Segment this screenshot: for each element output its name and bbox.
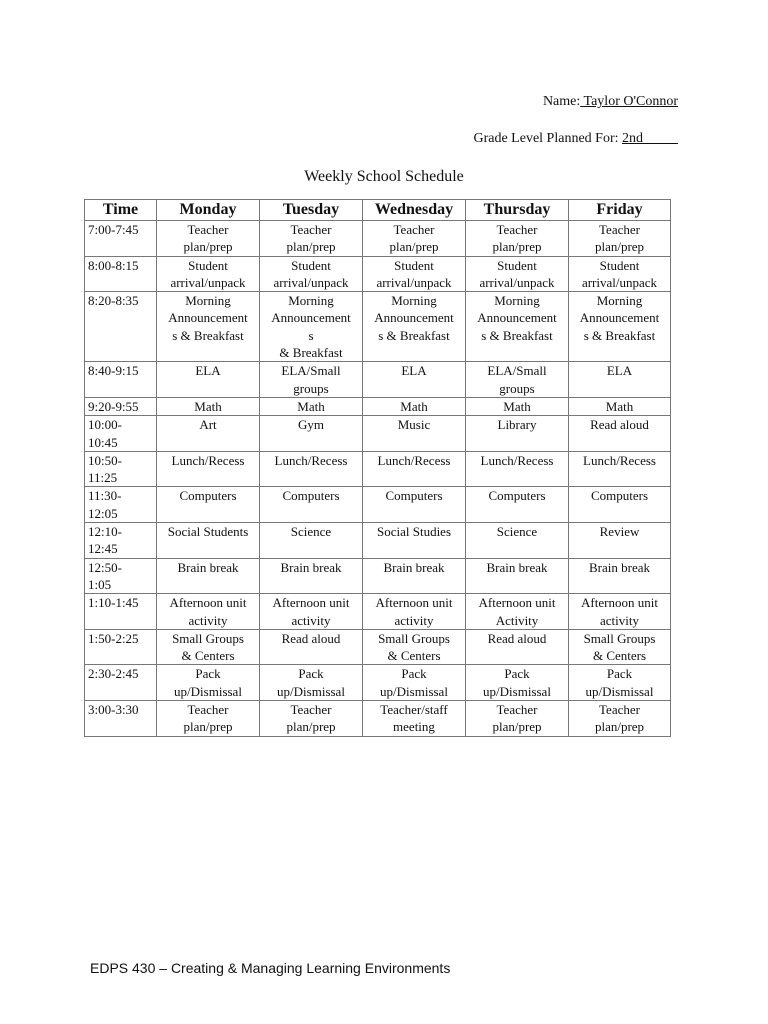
name-value: Taylor O'Connor (580, 94, 678, 109)
activity-cell: Lunch/Recess (363, 451, 466, 487)
activity-cell: Morning Announcement s & Breakfast (569, 292, 671, 362)
time-cell: 2:30-2:45 (85, 665, 157, 701)
activity-cell: Social Students (157, 523, 260, 559)
activity-cell: Gym (260, 416, 363, 452)
table-header-row (85, 200, 671, 221)
time-cell: 1:10-1:45 (85, 594, 157, 630)
activity-cell: Morning Announcement s & Breakfast (363, 292, 466, 362)
time-cell: 11:30- 12:05 (85, 487, 157, 523)
activity-cell: ELA/Small groups (260, 362, 363, 398)
table-row (85, 487, 671, 523)
time-cell: 8:00-8:15 (85, 256, 157, 292)
activity-cell: Read aloud (466, 629, 569, 665)
time-cell: 10:00- 10:45 (85, 416, 157, 452)
activity-cell: ELA/Small groups (466, 362, 569, 398)
activity-cell: Read aloud (260, 629, 363, 665)
activity-cell: Teacher plan/prep (569, 221, 671, 257)
activity-cell: Social Studies (363, 523, 466, 559)
time-cell: 1:50-2:25 (85, 629, 157, 665)
activity-cell: Teacher plan/prep (569, 701, 671, 737)
activity-cell: Pack up/Dismissal (569, 665, 671, 701)
activity-cell: Brain break (569, 558, 671, 594)
activity-cell: Lunch/Recess (157, 451, 260, 487)
activity-cell: Lunch/Recess (466, 451, 569, 487)
activity-cell: Lunch/Recess (569, 451, 671, 487)
table-body (85, 221, 671, 737)
grade-label: Grade Level Planned For: (473, 131, 619, 146)
weekly-schedule-table (84, 199, 671, 737)
activity-cell: Science (260, 523, 363, 559)
activity-cell: Art (157, 416, 260, 452)
activity-cell: ELA (569, 362, 671, 398)
activity-cell: Pack up/Dismissal (157, 665, 260, 701)
table-row (85, 256, 671, 292)
activity-cell: Small Groups & Centers (157, 629, 260, 665)
table-row (85, 451, 671, 487)
activity-cell: Math (260, 397, 363, 415)
table-row (85, 558, 671, 594)
activity-cell: Student arrival/unpack (260, 256, 363, 292)
document-title: Weekly School Schedule (304, 168, 464, 185)
activity-cell: Afternoon unit activity (363, 594, 466, 630)
activity-cell: Pack up/Dismissal (260, 665, 363, 701)
table-row (85, 416, 671, 452)
time-cell: 12:10- 12:45 (85, 523, 157, 559)
activity-cell: Teacher plan/prep (260, 701, 363, 737)
activity-cell: Pack up/Dismissal (363, 665, 466, 701)
activity-cell: Teacher plan/prep (260, 221, 363, 257)
activity-cell: Teacher/staff meeting (363, 701, 466, 737)
activity-cell: Math (466, 397, 569, 415)
table-row (85, 221, 671, 257)
activity-cell: Student arrival/unpack (466, 256, 569, 292)
table-row (85, 629, 671, 665)
activity-cell: Student arrival/unpack (157, 256, 260, 292)
column-header-wednesday: Wednesday (363, 200, 466, 221)
time-cell: 8:20-8:35 (85, 292, 157, 362)
time-cell: 7:00-7:45 (85, 221, 157, 257)
activity-cell: Math (363, 397, 466, 415)
table-row (85, 701, 671, 737)
grade-level-line (473, 131, 678, 147)
table-row (85, 665, 671, 701)
time-cell: 10:50- 11:25 (85, 451, 157, 487)
activity-cell: Brain break (260, 558, 363, 594)
column-header-thursday: Thursday (466, 200, 569, 221)
column-header-monday: Monday (157, 200, 260, 221)
activity-cell: Teacher plan/prep (157, 221, 260, 257)
column-header-tuesday: Tuesday (260, 200, 363, 221)
table-row (85, 362, 671, 398)
activity-cell: Teacher plan/prep (157, 701, 260, 737)
table-row (85, 523, 671, 559)
activity-cell: Science (466, 523, 569, 559)
activity-cell: Teacher plan/prep (363, 221, 466, 257)
activity-cell: Brain break (157, 558, 260, 594)
time-cell: 9:20-9:55 (85, 397, 157, 415)
activity-cell: Math (569, 397, 671, 415)
activity-cell: Afternoon unit activity (157, 594, 260, 630)
column-header-time: Time (85, 200, 157, 221)
activity-cell: Pack up/Dismissal (466, 665, 569, 701)
activity-cell: Small Groups & Centers (363, 629, 466, 665)
table-row (85, 292, 671, 362)
name-label: Name: (542, 94, 581, 109)
activity-cell: Afternoon unit activity (569, 594, 671, 630)
student-name-line (543, 94, 678, 110)
column-header-friday: Friday (569, 200, 671, 221)
activity-cell: Computers (260, 487, 363, 523)
course-footer: EDPS 430 – Creating & Managing Learning Environments (90, 960, 451, 976)
time-cell: 3:00-3:30 (85, 701, 157, 737)
activity-cell: Morning Announcement s & Breakfast (260, 292, 363, 362)
activity-cell: ELA (157, 362, 260, 398)
activity-cell: Small Groups & Centers (569, 629, 671, 665)
activity-cell: Teacher plan/prep (466, 701, 569, 737)
activity-cell: Morning Announcement s & Breakfast (157, 292, 260, 362)
activity-cell: Afternoon unit Activity (466, 594, 569, 630)
activity-cell: Morning Announcement s & Breakfast (466, 292, 569, 362)
activity-cell: Computers (157, 487, 260, 523)
activity-cell: Afternoon unit activity (260, 594, 363, 630)
time-cell: 8:40-9:15 (85, 362, 157, 398)
activity-cell: Music (363, 416, 466, 452)
activity-cell: Teacher plan/prep (466, 221, 569, 257)
activity-cell: Brain break (466, 558, 569, 594)
activity-cell: Read aloud (569, 416, 671, 452)
activity-cell: Computers (569, 487, 671, 523)
activity-cell: Math (157, 397, 260, 415)
table-row (85, 594, 671, 630)
activity-cell: Student arrival/unpack (569, 256, 671, 292)
time-cell: 12:50- 1:05 (85, 558, 157, 594)
table-row (85, 397, 671, 415)
activity-cell: Library (466, 416, 569, 452)
activity-cell: Brain break (363, 558, 466, 594)
activity-cell: Lunch/Recess (260, 451, 363, 487)
activity-cell: Computers (363, 487, 466, 523)
activity-cell: Review (569, 523, 671, 559)
activity-cell: ELA (363, 362, 466, 398)
activity-cell: Student arrival/unpack (363, 256, 466, 292)
grade-value: 2nd (622, 131, 643, 146)
activity-cell: Computers (466, 487, 569, 523)
